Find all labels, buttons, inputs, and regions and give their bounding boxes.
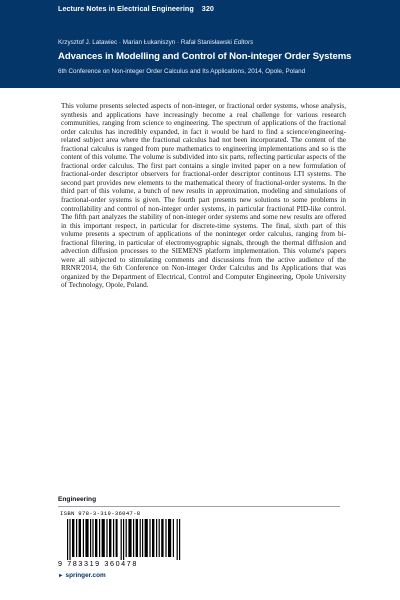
barcode-icon (67, 519, 181, 560)
barcode-digits: 9 783319 360478 (58, 559, 138, 568)
website-url[interactable]: springer.com (65, 572, 106, 579)
volume-number: 320 (201, 4, 214, 13)
isbn-label: ISBN 978-3-319-36047-8 (60, 510, 141, 517)
editors-line (58, 39, 253, 46)
series-line (58, 4, 214, 13)
publisher-website[interactable] (58, 572, 106, 579)
book-title: Advances in Modelling and Control of Non-integer Order Systems (58, 51, 352, 62)
editors-role: Editors (233, 39, 254, 46)
subject-divider (58, 506, 340, 507)
editors-names: Krzysztof J. Latawiec · Marian Łukaniszyn · Rafał Stanisławski (58, 39, 232, 46)
series-name: Lecture Notes in Electrical Engineering (58, 4, 194, 13)
arrow-right-icon: ► (58, 573, 64, 579)
subject-category: Engineering (58, 496, 97, 503)
barcode-block (58, 509, 182, 569)
conference-line: 6th Conference on Non-integer Order Calculus and Its Applications, 2014, Opole, Poland (58, 68, 306, 75)
cover-header (0, 0, 400, 88)
back-cover-blurb: This volume presents selected aspects of non-integer, or fractional order systems, whose analysis, synthesis and applications have increasingly become a real challenge for various research communities, ranging from science to engineering. The spectrum of applications of the fractional order calculus has incredibly expanded, in fact it would be hard to find a science/engineering-related subject area where the fractional calculus had not been incorporated. The content of the fractional calculus is ranged from pure mathematics to engineering implementations and so is the content of this volume. The volume is subdivided into six parts, reflecting particular aspects of the fractional order calculus. The first part contains a single invited paper on a new formulation of fractional-order descriptor observers for fractional-order descriptor continous LTI systems. The second part provides new elements to the mathematical theory of fractional-order systems. In the third part of this volume, a bunch of new results in approximation, modeling and simulations of fractional-order systems is given. The fourth part presents new solutions to some problems in controllability and control of non-integer order systems, in particular fractional PID-like control. The fifth part analyzes the stability of non-integer order systems and some new results are offered in this important respect, in particular for discrete-time systems. The final, sixth part of this volume presents a spectrum of applications of the noninteger order calculus, ranging from bi-fractional filtering, in particular of electromyographic signals, through the thermal diffusion and advection diffusion processes to the SIEMENS platform implementation. This volume's papers were all subjected to stimulating comments and discussions from the active audience of the RRNR'2014, the 6th Conference on Non-integer Order Calculus and Its Applications that was organized by the Department of Electrical, Control and Computer Engineering, Opole University of Technology, Opole, Poland. (61, 102, 346, 290)
